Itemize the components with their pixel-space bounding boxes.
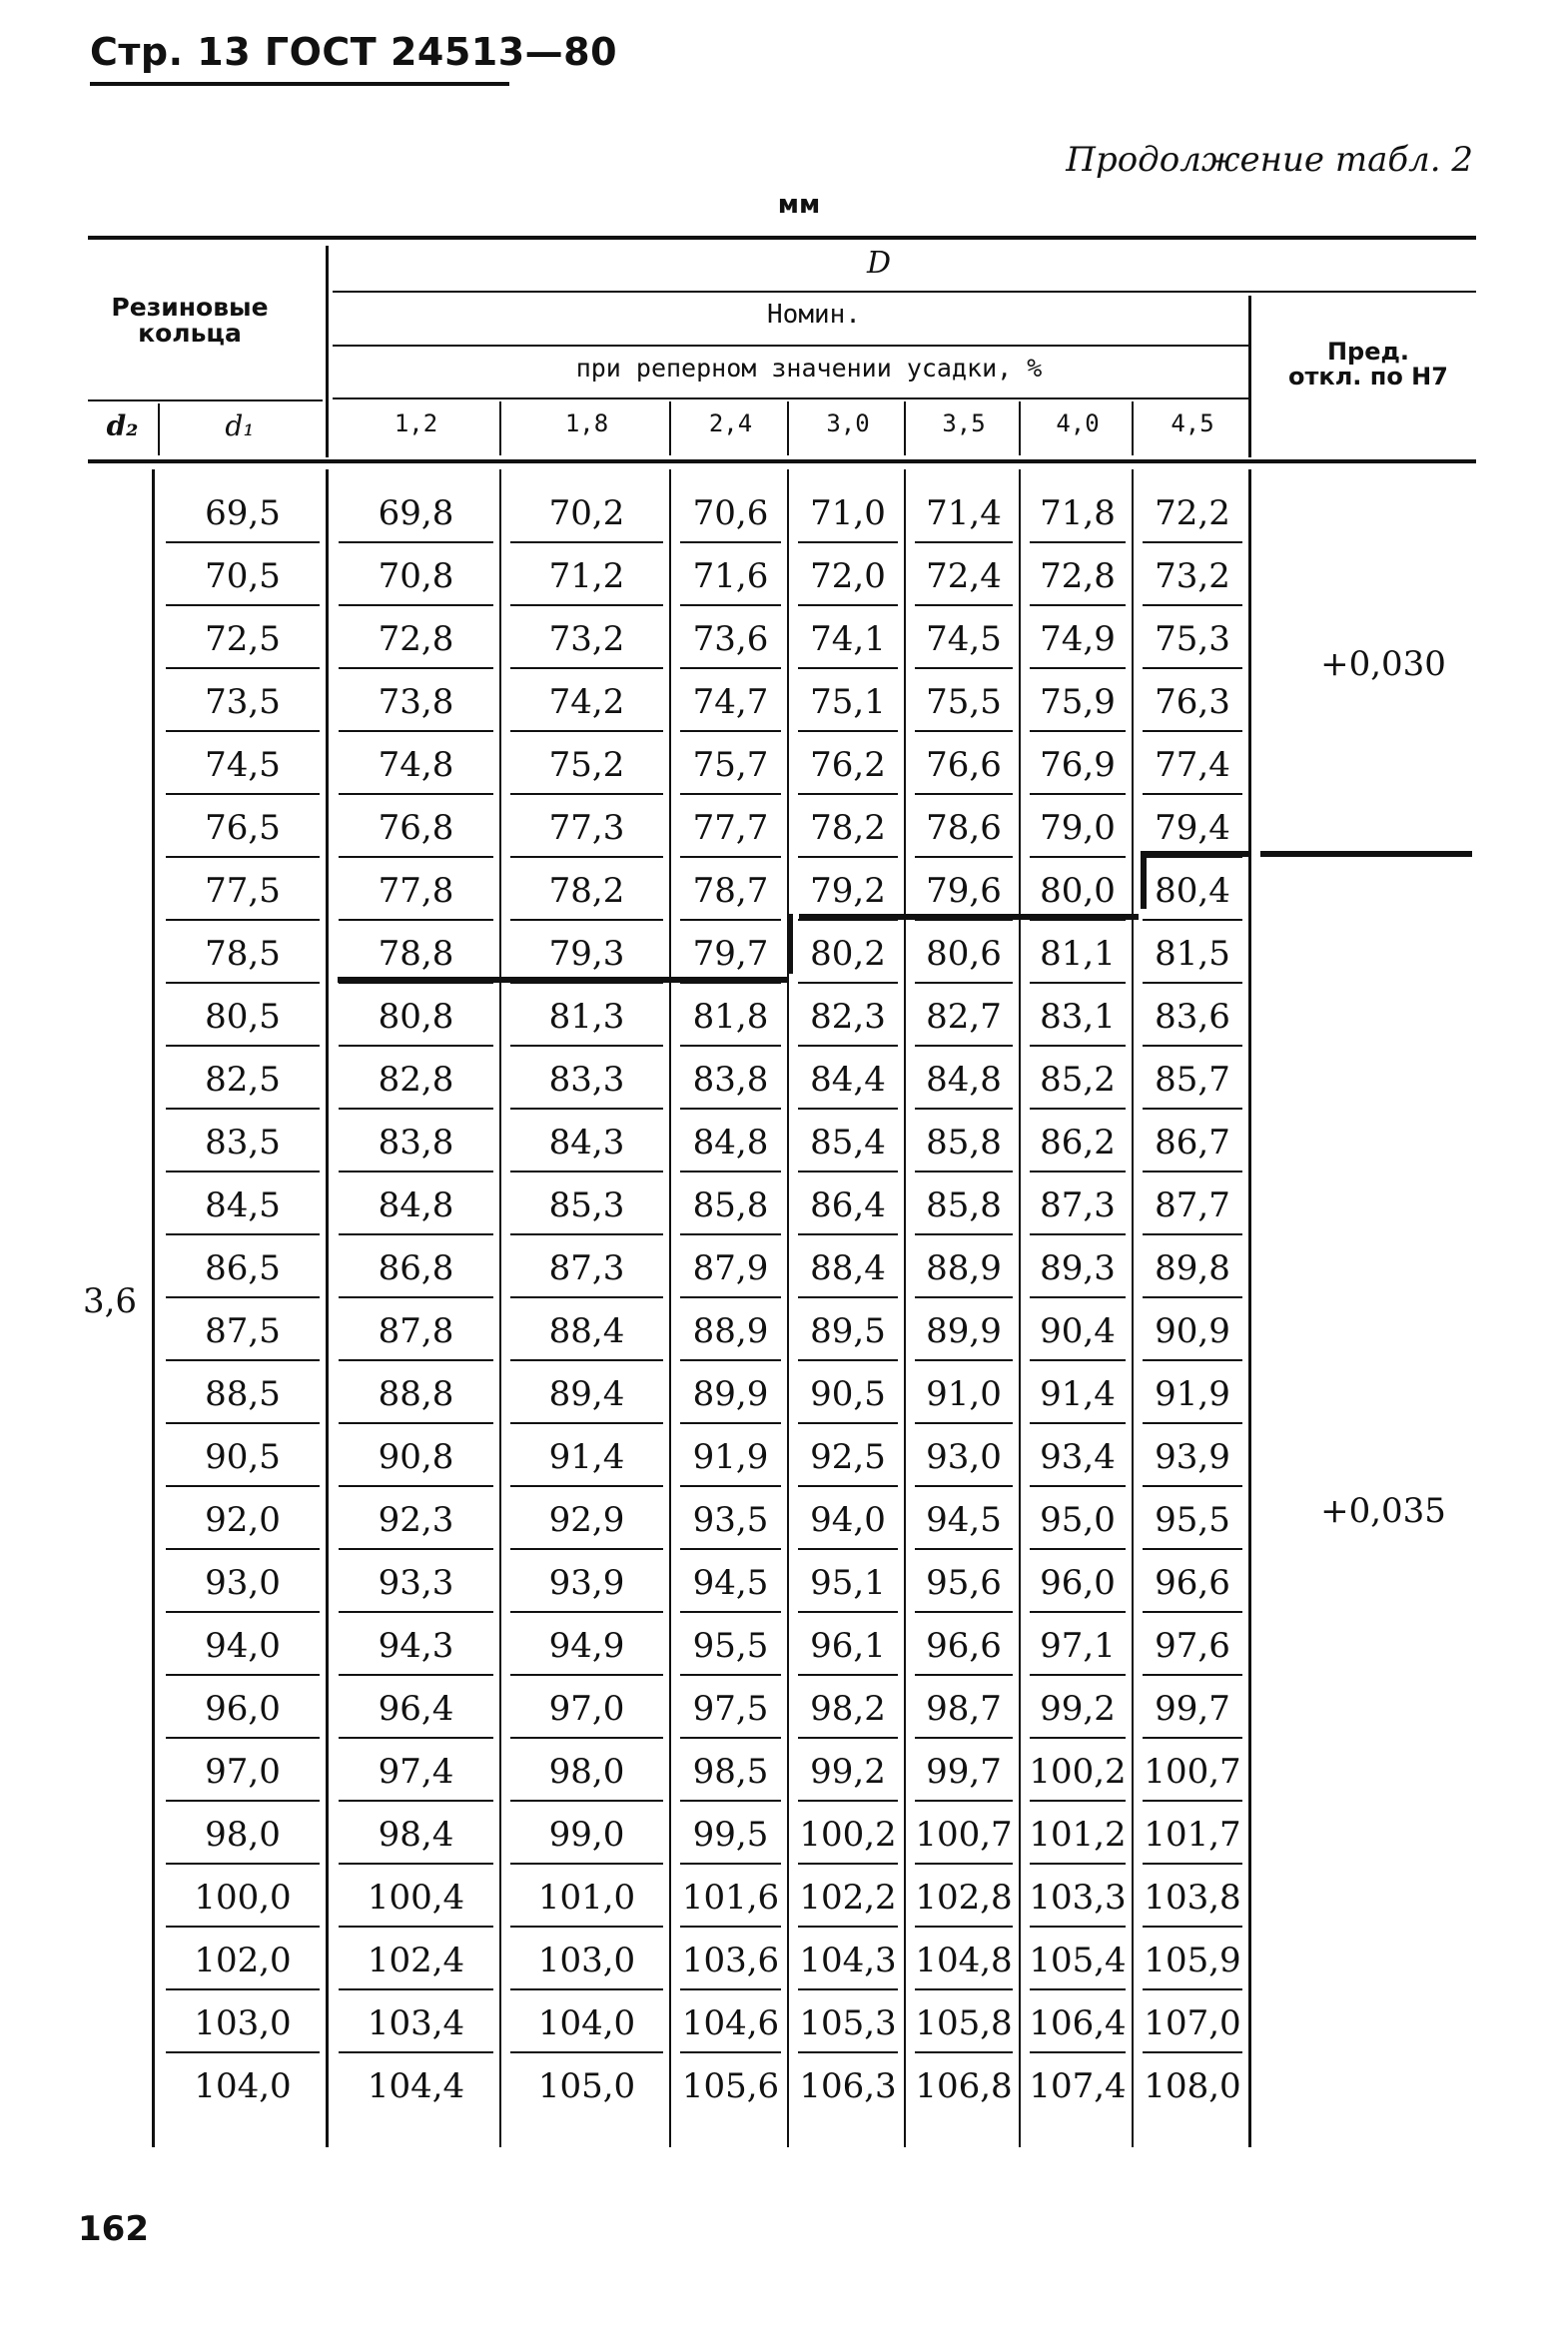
- nominal-d-cell: 78,6: [909, 797, 1019, 859]
- tolerance-header: Пред. откл. по Н7: [1288, 338, 1448, 391]
- header-divider-col-3: [787, 401, 789, 455]
- nominal-d-cell: 83,8: [333, 1112, 499, 1173]
- nominal-d-cell: 76,3: [1137, 671, 1248, 733]
- nominal-d-cell: 71,0: [792, 482, 904, 544]
- d1-cell: 83,5: [160, 1112, 326, 1173]
- nominal-d-cell: 106,3: [799, 2066, 897, 2106]
- nominal-d-cell: 82,3: [792, 986, 904, 1048]
- nominal-d-cell: 71,2: [504, 545, 669, 607]
- d1-cell: 98,0: [160, 1804, 326, 1866]
- nominal-d-cell: 88,8: [333, 1363, 499, 1425]
- nominal-d-cell: 87,9: [674, 1237, 787, 1299]
- header-divider-col-2: [669, 401, 671, 455]
- nominal-d-cell: 102,2: [792, 1867, 904, 1929]
- nominal-d-cell: 93,9: [1137, 1426, 1248, 1488]
- d1-cell: 78,5: [160, 923, 326, 985]
- nominal-d-cell: 107,0: [1137, 1992, 1248, 2054]
- nominal-d-cell: 87,3: [504, 1237, 669, 1299]
- nominal-d-cell: 79,2: [792, 860, 904, 922]
- nominal-d-cell: 107,4: [1029, 2066, 1127, 2106]
- nominal-d-cell: 77,8: [333, 860, 499, 922]
- nominal-d-cell: 89,9: [909, 1300, 1019, 1362]
- nominal-d-cell: 70,6: [674, 482, 787, 544]
- nominal-d-cell: 75,7: [674, 734, 787, 796]
- nominal-d-cell: 105,9: [1137, 1930, 1248, 1991]
- nominal-d-cell: 96,0: [1024, 1552, 1132, 1614]
- nominal-d-cell: 70,2: [504, 482, 669, 544]
- d2-header: d₂: [106, 409, 139, 442]
- body-divider-d1: [326, 469, 329, 2147]
- nominal-d-cell: 76,6: [909, 734, 1019, 796]
- nominal-d-cell: 81,8: [674, 986, 787, 1048]
- rubber-rings-header: Резиновые кольца: [111, 293, 269, 349]
- tolerance-value-1: +0,030: [1320, 644, 1446, 684]
- d1-cell: 74,5: [160, 734, 326, 796]
- nominal-d-cell: 88,4: [792, 1237, 904, 1299]
- nominal-d-cell: 83,1: [1024, 986, 1132, 1048]
- nominal-d-cell: 97,1: [1024, 1615, 1132, 1677]
- nominal-d-cell: 72,0: [792, 545, 904, 607]
- nominal-d-cell: 79,0: [1024, 797, 1132, 859]
- body-divider-col-7: [1248, 469, 1251, 2147]
- nominal-d-cell: 74,5: [909, 608, 1019, 670]
- nominal-d-cell: 101,0: [504, 1867, 669, 1929]
- nominal-d-cell: 84,3: [504, 1112, 669, 1173]
- tolerance-value-2: +0,035: [1320, 1491, 1446, 1531]
- table-top-rule: [88, 236, 1476, 240]
- nominal-d-cell: 74,1: [792, 608, 904, 670]
- d-header-rule: [333, 291, 1476, 293]
- nominal-d-cell: 80,6: [909, 923, 1019, 985]
- nominal-d-cell: 99,5: [674, 1804, 787, 1866]
- d1-cell: 102,0: [160, 1930, 326, 1991]
- d1-cell: 76,5: [160, 797, 326, 859]
- nominal-d-cell: 79,4: [1137, 797, 1248, 859]
- nominal-d-cell: 81,5: [1137, 923, 1248, 985]
- nominal-d-cell: 74,7: [674, 671, 787, 733]
- nominal-d-cell: 106,8: [915, 2066, 1013, 2106]
- nominal-d-cell: 84,8: [909, 1049, 1019, 1111]
- nominal-d-cell: 94,9: [504, 1615, 669, 1677]
- nominal-d-cell: 87,7: [1137, 1174, 1248, 1236]
- nominal-d-cell: 72,2: [1137, 482, 1248, 544]
- body-divider-d2: [152, 469, 155, 2147]
- header-divider-col-4: [904, 401, 906, 455]
- nominal-d-cell: 90,9: [1137, 1300, 1248, 1362]
- nominal-d-cell: 104,3: [792, 1930, 904, 1991]
- d2-value: 3,6: [82, 1281, 138, 1321]
- nominal-d-cell: 104,6: [674, 1992, 787, 2054]
- nominal-d-cell: 91,9: [1137, 1363, 1248, 1425]
- tolerance-boundary-rule: [1260, 851, 1472, 857]
- body-divider-col-2: [669, 469, 671, 2147]
- nominal-d-cell: 99,0: [504, 1804, 669, 1866]
- nominal-d-cell: 71,4: [909, 482, 1019, 544]
- nominal-d-cell: 91,4: [1024, 1363, 1132, 1425]
- nominal-d-cell: 105,3: [792, 1992, 904, 2054]
- nominal-d-cell: 84,8: [674, 1112, 787, 1173]
- nominal-header-rule: [333, 345, 1251, 347]
- nominal-d-cell: 95,6: [909, 1552, 1019, 1614]
- d1-cell: 80,5: [160, 986, 326, 1048]
- nominal-d-cell: 103,6: [674, 1930, 787, 1991]
- nominal-d-cell: 87,8: [333, 1300, 499, 1362]
- nominal-d-cell: 75,1: [792, 671, 904, 733]
- nominal-d-cell: 75,3: [1137, 608, 1248, 670]
- nominal-d-cell: 86,7: [1137, 1112, 1248, 1173]
- d1-cell: 77,5: [160, 860, 326, 922]
- nominal-d-cell: 97,4: [333, 1741, 499, 1803]
- nominal-d-cell: 92,5: [792, 1426, 904, 1488]
- shrink-col-header: 3,0: [826, 409, 870, 437]
- nominal-d-cell: 104,0: [504, 1992, 669, 2054]
- nominal-d-cell: 86,2: [1024, 1112, 1132, 1173]
- d1-header: d₁: [225, 409, 255, 442]
- nominal-d-cell: 81,3: [504, 986, 669, 1048]
- nominal-d-cell: 98,2: [792, 1678, 904, 1740]
- nominal-d-cell: 75,9: [1024, 671, 1132, 733]
- nominal-d-cell: 82,8: [333, 1049, 499, 1111]
- nominal-d-cell: 100,2: [1024, 1741, 1132, 1803]
- nominal-d-cell: 91,9: [674, 1426, 787, 1488]
- nominal-d-cell: 73,6: [674, 608, 787, 670]
- nominal-d-cell: 99,7: [909, 1741, 1019, 1803]
- nominal-d-cell: 77,4: [1137, 734, 1248, 796]
- nominal-d-cell: 76,9: [1024, 734, 1132, 796]
- nominal-d-cell: 89,9: [674, 1363, 787, 1425]
- table-continuation-label: Продолжение табл. 2: [1066, 140, 1473, 180]
- d1-cell: 100,0: [160, 1867, 326, 1929]
- nominal-d-cell: 80,0: [1024, 860, 1132, 922]
- shrink-col-header: 3,5: [942, 409, 986, 437]
- nominal-d-cell: 93,3: [333, 1552, 499, 1614]
- nominal-d-cell: 83,6: [1137, 986, 1248, 1048]
- body-divider-col-4: [904, 469, 906, 2147]
- nominal-d-cell: 84,4: [792, 1049, 904, 1111]
- nominal-d-cell: 96,6: [1137, 1552, 1248, 1614]
- rings-header-rule: [88, 399, 323, 401]
- nominal-d-cell: 105,0: [537, 2066, 636, 2106]
- nominal-d-cell: 87,3: [1024, 1174, 1132, 1236]
- nominal-d-cell: 101,2: [1024, 1804, 1132, 1866]
- nominal-d-cell: 103,3: [1024, 1867, 1132, 1929]
- nominal-d-cell: 93,9: [504, 1552, 669, 1614]
- nominal-d-cell: 73,8: [333, 671, 499, 733]
- nominal-d-cell: 78,7: [674, 860, 787, 922]
- nominal-d-cell: 81,1: [1024, 923, 1132, 985]
- nominal-d-cell: 100,7: [1137, 1741, 1248, 1803]
- nominal-d-cell: 100,7: [909, 1804, 1019, 1866]
- d1-cell: 92,0: [160, 1489, 326, 1551]
- body-divider-col-1: [499, 469, 501, 2147]
- nominal-d-cell: 102,8: [909, 1867, 1019, 1929]
- nominal-d-cell: 101,6: [674, 1867, 787, 1929]
- nominal-d-cell: 93,5: [674, 1489, 787, 1551]
- nominal-d-cell: 94,3: [333, 1615, 499, 1677]
- d1-cell: 97,0: [160, 1741, 326, 1803]
- nominal-d-cell: 69,8: [333, 482, 499, 544]
- running-head: Стр. 13 ГОСТ 24513—80: [90, 30, 618, 74]
- shrink-col-header: 2,4: [708, 409, 753, 437]
- nominal-d-cell: 95,5: [1137, 1489, 1248, 1551]
- nominal-d-cell: 95,1: [792, 1552, 904, 1614]
- nominal-d-cell: 73,2: [504, 608, 669, 670]
- nominal-d-cell: 85,7: [1137, 1049, 1248, 1111]
- header-divider-d2: [158, 403, 160, 455]
- nominal-d-cell: 103,4: [333, 1992, 499, 2054]
- d1-cell: 87,5: [160, 1300, 326, 1362]
- nominal-d-cell: 71,8: [1024, 482, 1132, 544]
- nominal-d-cell: 73,2: [1137, 545, 1248, 607]
- nominal-d-cell: 100,2: [792, 1804, 904, 1866]
- nominal-d-cell: 83,3: [504, 1049, 669, 1111]
- nominal-d-cell: 96,4: [333, 1678, 499, 1740]
- nominal-d-cell: 71,6: [674, 545, 787, 607]
- nominal-d-cell: 98,7: [909, 1678, 1019, 1740]
- shrink-col-header: 1,8: [564, 409, 609, 437]
- nominal-d-cell: 91,0: [909, 1363, 1019, 1425]
- header-divider-col-1: [499, 401, 501, 455]
- nominal-d-cell: 79,6: [909, 860, 1019, 922]
- d1-cell: 82,5: [160, 1049, 326, 1111]
- nominal-d-cell: 96,6: [909, 1615, 1019, 1677]
- nominal-d-cell: 90,8: [333, 1426, 499, 1488]
- nominal-d-cell: 106,4: [1024, 1992, 1132, 2054]
- nominal-d-cell: 94,5: [674, 1552, 787, 1614]
- table-head-bottom-rule: [88, 459, 1476, 463]
- d1-cell: 94,0: [160, 1615, 326, 1677]
- nominal-d-cell: 94,0: [792, 1489, 904, 1551]
- nominal-d-cell: 77,7: [674, 797, 787, 859]
- nominal-d-cell: 94,5: [909, 1489, 1019, 1551]
- nominal-d-cell: 88,4: [504, 1300, 669, 1362]
- nominal-d-cell: 85,3: [504, 1174, 669, 1236]
- nominal-d-cell: 75,5: [909, 671, 1019, 733]
- nominal-d-cell: 86,4: [792, 1174, 904, 1236]
- nominal-d-cell: 96,1: [792, 1615, 904, 1677]
- nominal-d-cell: 95,0: [1024, 1489, 1132, 1551]
- nominal-d-cell: 82,7: [909, 986, 1019, 1048]
- nominal-d-cell: 85,8: [674, 1174, 787, 1236]
- header-divider-tolerance: [1248, 296, 1251, 457]
- nominal-d-cell: 95,5: [674, 1615, 787, 1677]
- nominal-d-cell: 72,8: [1024, 545, 1132, 607]
- header-divider-col-5: [1019, 401, 1021, 455]
- body-divider-col-6: [1132, 469, 1134, 2147]
- nominal-d-cell: 83,8: [674, 1049, 787, 1111]
- nominal-d-cell: 85,8: [909, 1174, 1019, 1236]
- nominal-d-cell: 79,7: [674, 923, 787, 985]
- nominal-header: Номин.: [767, 300, 861, 330]
- nominal-d-cell: 72,8: [333, 608, 499, 670]
- nominal-d-cell: 102,4: [333, 1930, 499, 1991]
- nominal-d-cell: 99,2: [792, 1741, 904, 1803]
- d1-cell: 72,5: [160, 608, 326, 670]
- nominal-d-cell: 98,0: [504, 1741, 669, 1803]
- d1-cell: 104,0: [194, 2066, 292, 2106]
- nominal-d-cell: 91,4: [504, 1426, 669, 1488]
- shrink-col-header: 4,0: [1056, 409, 1100, 437]
- header-divider-rings: [326, 246, 329, 457]
- nominal-d-cell: 85,8: [909, 1112, 1019, 1173]
- nominal-d-cell: 105,8: [909, 1992, 1019, 2054]
- nominal-d-cell: 90,5: [792, 1363, 904, 1425]
- nominal-d-cell: 76,8: [333, 797, 499, 859]
- shrinkage-header: при реперном значении усадки, %: [575, 354, 1043, 383]
- d1-cell: 69,5: [160, 482, 326, 544]
- nominal-d-cell: 92,9: [504, 1489, 669, 1551]
- nominal-d-cell: 90,4: [1024, 1300, 1132, 1362]
- running-head-rule: [90, 82, 509, 86]
- page-number: 162: [78, 2209, 149, 2249]
- nominal-d-cell: 88,9: [909, 1237, 1019, 1299]
- d1-cell: 103,0: [160, 1992, 326, 2054]
- d1-cell: 93,0: [160, 1552, 326, 1614]
- d1-cell: 84,5: [160, 1174, 326, 1236]
- nominal-d-cell: 80,8: [333, 986, 499, 1048]
- nominal-d-cell: 84,8: [333, 1174, 499, 1236]
- nominal-d-cell: 103,0: [504, 1930, 669, 1991]
- nominal-d-cell: 70,8: [333, 545, 499, 607]
- nominal-d-cell: 89,5: [792, 1300, 904, 1362]
- shrink-col-header: 4,5: [1171, 409, 1214, 437]
- shrinkage-header-rule: [333, 397, 1251, 399]
- nominal-d-cell: 78,8: [333, 923, 499, 985]
- body-divider-col-5: [1019, 469, 1021, 2147]
- nominal-d-cell: 72,4: [909, 545, 1019, 607]
- nominal-d-cell: 108,0: [1144, 2066, 1241, 2106]
- nominal-d-cell: 78,2: [792, 797, 904, 859]
- nominal-d-cell: 98,5: [674, 1741, 787, 1803]
- body-divider-col-3: [787, 469, 789, 2147]
- nominal-d-cell: 104,4: [367, 2066, 465, 2106]
- nominal-d-cell: 78,2: [504, 860, 669, 922]
- d1-cell: 96,0: [160, 1678, 326, 1740]
- nominal-d-cell: 104,8: [909, 1930, 1019, 1991]
- nominal-d-cell: 74,2: [504, 671, 669, 733]
- nominal-d-cell: 92,3: [333, 1489, 499, 1551]
- nominal-d-cell: 89,3: [1024, 1237, 1132, 1299]
- nominal-d-cell: 100,4: [333, 1867, 499, 1929]
- nominal-d-cell: 85,2: [1024, 1049, 1132, 1111]
- d1-cell: 88,5: [160, 1363, 326, 1425]
- nominal-d-cell: 105,6: [681, 2066, 780, 2106]
- nominal-d-cell: 105,4: [1024, 1930, 1132, 1991]
- header-divider-col-6: [1132, 401, 1134, 455]
- nominal-d-cell: 97,6: [1137, 1615, 1248, 1677]
- nominal-d-cell: 99,7: [1137, 1678, 1248, 1740]
- nominal-d-cell: 74,8: [333, 734, 499, 796]
- nominal-d-cell: 89,8: [1137, 1237, 1248, 1299]
- nominal-d-cell: 76,2: [792, 734, 904, 796]
- nominal-d-cell: 74,9: [1024, 608, 1132, 670]
- nominal-d-cell: 103,8: [1137, 1867, 1248, 1929]
- nominal-d-cell: 93,4: [1024, 1426, 1132, 1488]
- nominal-d-cell: 80,4: [1137, 860, 1248, 922]
- nominal-d-cell: 89,4: [504, 1363, 669, 1425]
- nominal-d-cell: 98,4: [333, 1804, 499, 1866]
- nominal-d-cell: 99,2: [1024, 1678, 1132, 1740]
- units-label: мм: [777, 190, 821, 220]
- nominal-d-cell: 88,9: [674, 1300, 787, 1362]
- nominal-d-cell: 97,0: [504, 1678, 669, 1740]
- nominal-d-cell: 80,2: [792, 923, 904, 985]
- d1-cell: 90,5: [160, 1426, 326, 1488]
- nominal-d-cell: 75,2: [504, 734, 669, 796]
- d1-cell: 73,5: [160, 671, 326, 733]
- nominal-d-cell: 93,0: [909, 1426, 1019, 1488]
- nominal-d-cell: 97,5: [674, 1678, 787, 1740]
- nominal-d-cell: 77,3: [504, 797, 669, 859]
- shrink-col-header: 1,2: [393, 409, 438, 437]
- nominal-d-cell: 85,4: [792, 1112, 904, 1173]
- d-header: D: [866, 246, 892, 281]
- d1-cell: 86,5: [160, 1237, 326, 1299]
- nominal-d-cell: 79,3: [504, 923, 669, 985]
- d1-cell: 70,5: [160, 545, 326, 607]
- nominal-d-cell: 86,8: [333, 1237, 499, 1299]
- nominal-d-cell: 101,7: [1137, 1804, 1248, 1866]
